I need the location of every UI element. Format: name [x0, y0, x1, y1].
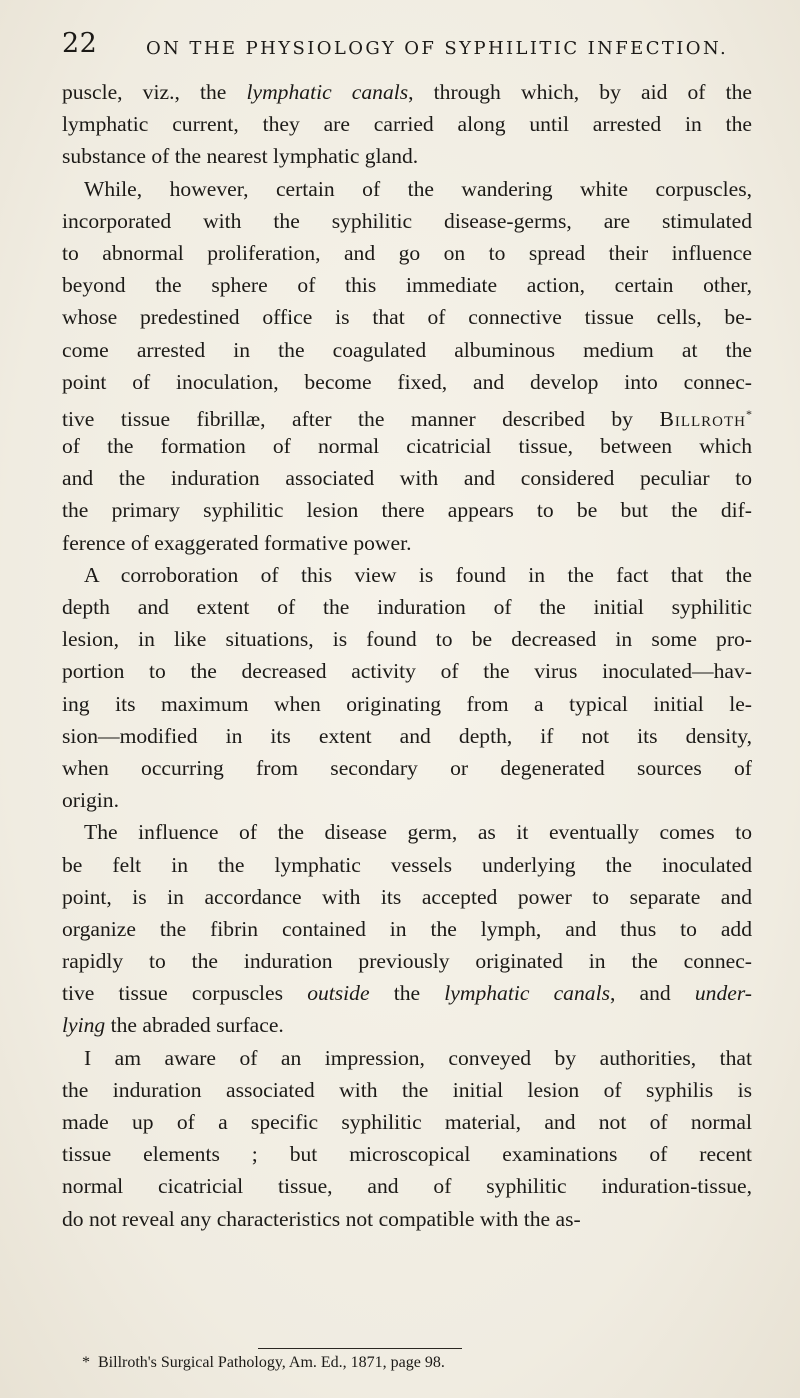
body-text [62, 76, 752, 1235]
text-line: origin. [62, 788, 119, 813]
footnote [82, 1354, 722, 1372]
running-head: ON THE PHYSIOLOGY OF SYPHILITIC INFECTION. [146, 38, 729, 59]
text-line: organize the fibrin contained in the lymph, and thus to add [62, 916, 752, 941]
footnote-text: Billroth's Surgical Pathology, Am. Ed., 1871, page 98. [98, 1354, 445, 1371]
text-line: made up of a specific syphilitic material, and not of normal [62, 1110, 752, 1134]
text-line: A corroboration of this view is found in the fact that the [84, 562, 752, 587]
text-line: lying the abraded surface. [62, 1013, 284, 1038]
text-line: when occurring from secondary or degenerated sources of [62, 755, 752, 780]
text-line: beyond the sphere of this immediate action, certain other, [62, 273, 752, 298]
text-line: substance of the nearest lymphatic gland. [62, 144, 419, 169]
text-line: While, however, certain of the wandering white corpuscles, [84, 176, 752, 201]
text-line: depth and extent of the induration of the initial syphilitic [62, 595, 752, 619]
text-line: be felt in the lymphatic vessels underlying the inoculated [62, 852, 752, 877]
page-number: 22 [62, 28, 98, 59]
text-line: normal cicatricial tissue, and of syphilitic induration-tissue, [62, 1174, 752, 1199]
text-line: and the induration associated with and considered peculiar to [62, 466, 752, 491]
text-line: rapidly to the induration previously originated in the connec- [62, 949, 752, 974]
text-line: portion to the decreased activity of the virus inoculated—hav- [62, 659, 752, 684]
text-line: tive tissue corpuscles outside the lymphatic canals, and under- [62, 981, 752, 1006]
text-line: to abnormal proliferation, and go on to spread their influence [62, 240, 752, 265]
text-line: tissue elements ; but microscopical examinations of recent [62, 1142, 752, 1167]
text-line: puscle, viz., the lymphatic canals, through which, by aid of the [62, 80, 752, 104]
text-line: lymphatic current, they are carried along until arrested in the [62, 112, 752, 137]
text-line: incorporated with the syphilitic disease-germs, are stimulated [62, 208, 752, 233]
text-line: point, is in accordance with its accepted power to separate and [62, 884, 752, 909]
text-line: whose predestined office is that of connective tissue cells, be- [62, 305, 752, 330]
text-line: do not reveal any characteristics not compatible with the as- [62, 1206, 581, 1231]
text-line: ing its maximum when originating from a typical initial le- [62, 691, 752, 716]
text-line: I am aware of an impression, conveyed by authorities, that [84, 1045, 752, 1070]
text-line: sion—modified in its extent and depth, if not its density, [62, 723, 752, 748]
text-line: the primary syphilitic lesion there appears to be but the dif- [62, 498, 752, 523]
text-line: of the formation of normal cicatricial tissue, between which [62, 434, 752, 459]
text-line: come arrested in the coagulated albuminous medium at the [62, 337, 752, 362]
footnote-mark: * [82, 1354, 90, 1371]
page-header [62, 28, 782, 68]
text-line: lesion, in like situations, is found to be decreased in some pro- [62, 627, 752, 652]
text-line: tive tissue fibrillæ, after the manner described by Billroth* [62, 406, 752, 432]
footnote-rule [258, 1348, 462, 1349]
text-line: The influence of the disease germ, as it eventually comes to [84, 820, 752, 845]
text-line: ference of exaggerated formative power. [62, 530, 412, 555]
text-line: the induration associated with the initial lesion of syphilis is [62, 1077, 752, 1102]
text-line: point of inoculation, become fixed, and develop into connec- [62, 369, 752, 394]
